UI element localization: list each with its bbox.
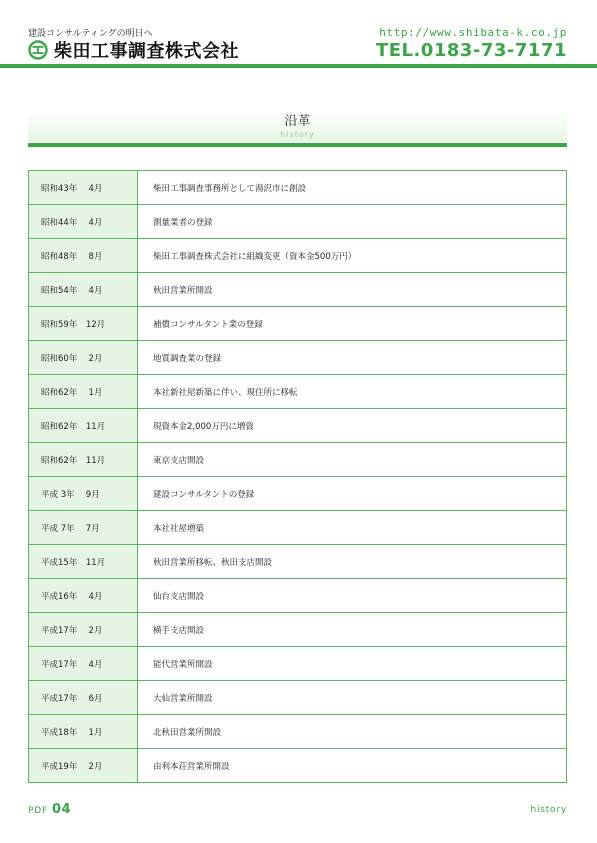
table-row	[29, 681, 567, 715]
table-row	[29, 579, 567, 613]
table-row	[29, 205, 567, 239]
company-logo[interactable]	[28, 37, 239, 63]
history-event: 地質調査業の登録	[138, 341, 567, 375]
history-date: 昭和60年 2月	[29, 341, 138, 375]
website-link[interactable]: http://www.shibata-k.co.jp	[379, 26, 567, 39]
history-event: 仙台支店開設	[138, 579, 567, 613]
history-date: 昭和59年 12月	[29, 307, 138, 341]
company-logo-icon	[28, 40, 48, 60]
history-date: 平成16年 4月	[29, 579, 138, 613]
history-event: 東京支店開設	[138, 443, 567, 477]
history-date: 昭和54年 4月	[29, 273, 138, 307]
history-date: 平成19年 2月	[29, 749, 138, 783]
history-event: 補償コンサルタント業の登録	[138, 307, 567, 341]
history-date: 平成17年 4月	[29, 647, 138, 681]
tagline: 建設コンサルティングの明日へ	[28, 29, 153, 39]
history-date: 平成18年 1月	[29, 715, 138, 749]
phone-number: TEL.0183-73-7171	[375, 40, 567, 61]
page-header	[0, 0, 597, 68]
section-subtitle: history	[280, 130, 315, 139]
table-row	[29, 341, 567, 375]
table-row	[29, 477, 567, 511]
history-date: 平成17年 6月	[29, 681, 138, 715]
section-divider	[28, 143, 567, 147]
table-row	[29, 545, 567, 579]
section-title: 沿革	[284, 114, 311, 129]
history-event: 横手支店開設	[138, 613, 567, 647]
history-event: 柴田工事調査事務所として湯沢市に創設	[138, 171, 567, 205]
pdf-label: PDF	[28, 806, 48, 816]
page-number: 04	[51, 802, 72, 817]
history-event: 能代営業所開設	[138, 647, 567, 681]
history-date: 昭和44年 4月	[29, 205, 138, 239]
table-row	[29, 647, 567, 681]
table-row	[29, 375, 567, 409]
history-event: 北秋田営業所開設	[138, 715, 567, 749]
table-row	[29, 171, 567, 205]
table-row	[29, 239, 567, 273]
history-date: 昭和43年 4月	[29, 171, 138, 205]
history-event: 本社社屋増築	[138, 511, 567, 545]
header-divider	[0, 64, 597, 68]
table-row	[29, 273, 567, 307]
history-date: 平成15年 11月	[29, 545, 138, 579]
table-row	[29, 715, 567, 749]
history-date: 昭和48年 8月	[29, 239, 138, 273]
history-table	[28, 170, 567, 783]
company-name: 柴田工事調査株式会社	[54, 41, 239, 62]
table-row	[29, 409, 567, 443]
history-event: 由利本荘営業所開設	[138, 749, 567, 783]
footer-section-name: history	[530, 805, 567, 815]
section-heading	[28, 110, 567, 142]
history-event: 大仙営業所開設	[138, 681, 567, 715]
history-date: 平成 7年 7月	[29, 511, 138, 545]
history-date: 昭和62年 11月	[29, 443, 138, 477]
table-row	[29, 307, 567, 341]
history-event: 秋田営業所開設	[138, 273, 567, 307]
history-date: 平成 3年 9月	[29, 477, 138, 511]
history-event: 現資本金2,000万円に増資	[138, 409, 567, 443]
history-event: 柴田工事調査株式会社に組織変更（資本金500万円）	[138, 239, 567, 273]
history-date: 昭和62年 11月	[29, 409, 138, 443]
table-row	[29, 613, 567, 647]
history-event: 測量業者の登録	[138, 205, 567, 239]
history-date: 平成17年 2月	[29, 613, 138, 647]
table-row	[29, 749, 567, 783]
table-row	[29, 443, 567, 477]
footer-page-label	[28, 802, 71, 817]
history-event: 建設コンサルタントの登録	[138, 477, 567, 511]
history-event: 本社新社屋新築に伴い、現住所に移転	[138, 375, 567, 409]
history-event: 秋田営業所移転、秋田支店開設	[138, 545, 567, 579]
table-row	[29, 511, 567, 545]
history-date: 昭和62年 1月	[29, 375, 138, 409]
